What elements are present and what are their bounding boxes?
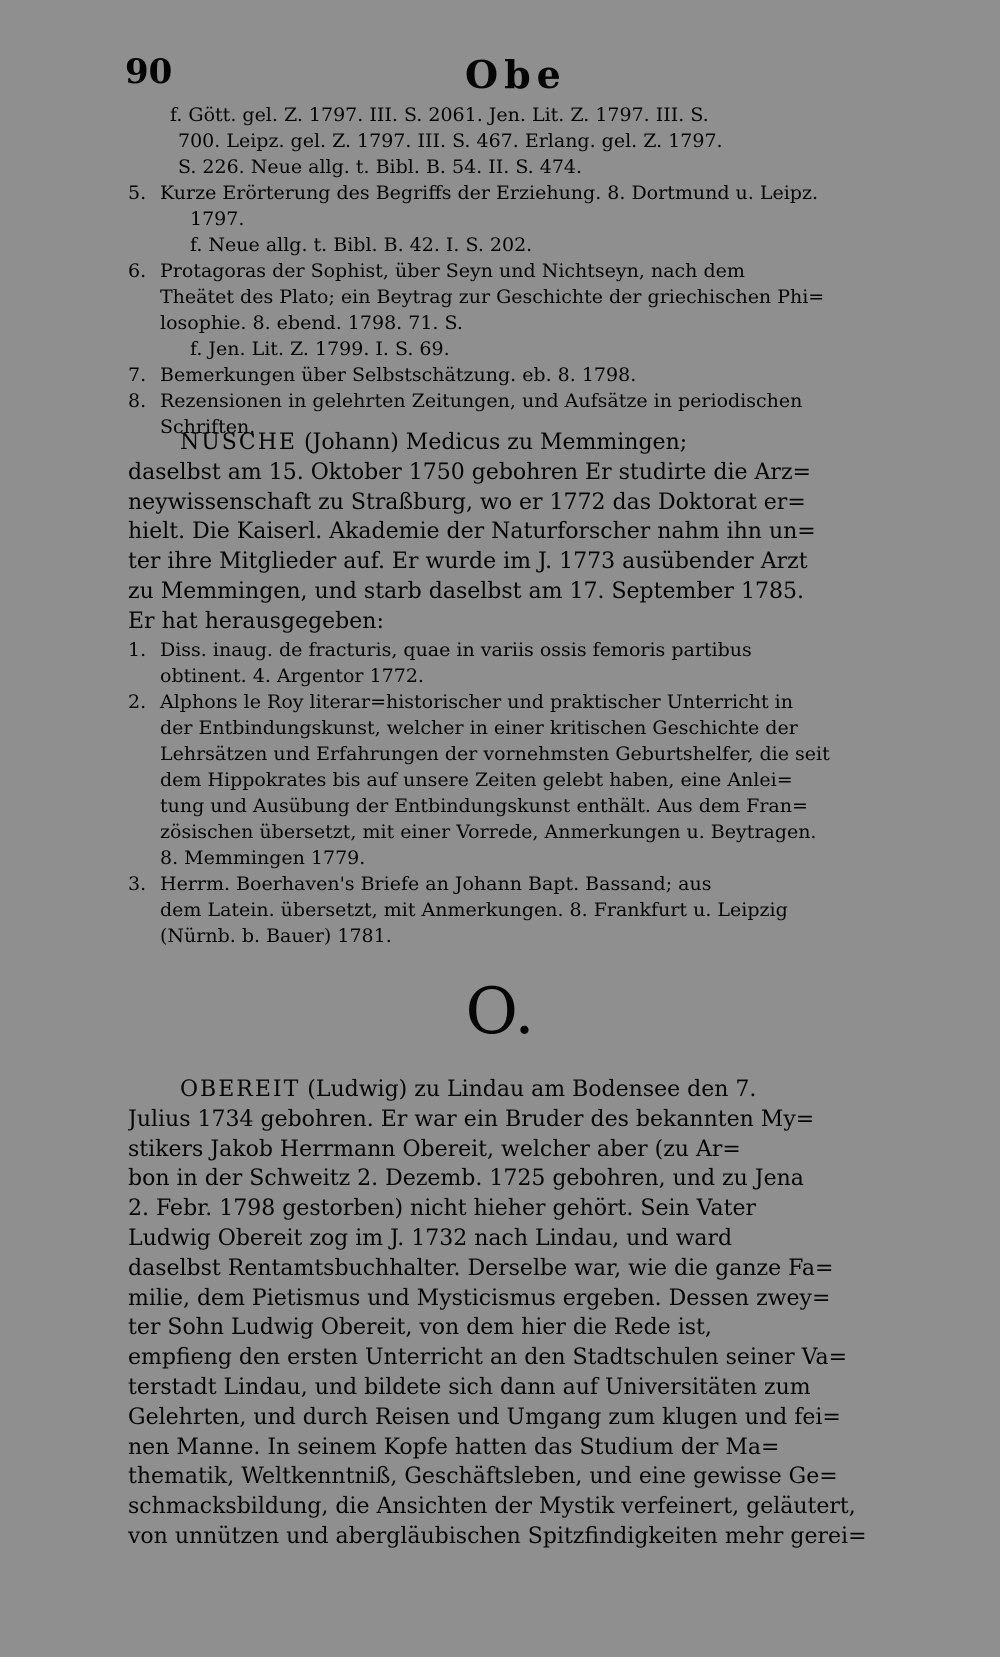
work-text: Schriften. [160,416,256,438]
entry-name: NUSCHE [180,430,297,455]
citation-line: 700. Leipz. gel. Z. 1797. III. S. 467. Erlang. gel. Z. 1797. [178,130,723,152]
entry-text: schmacksbildung, die Ansichten der Mystik verfeinert, geläutert, [128,1494,856,1520]
entry-text: Er hat herausgegeben: [128,608,384,634]
entry-text: (Johann) Medicus zu Memmingen; [303,430,688,455]
entry-text: ter ihre Mitglieder auf. Er wurde im J. 1773 ausübender Arzt [128,549,808,575]
page-header [0,52,1000,102]
entry-text: Ludwig Obereit zog im J. 1732 nach Lindau, und ward [128,1225,733,1251]
work-text: Alphons le Roy literar=historischer und praktischer Unterricht in [160,690,793,713]
work-text: Theätet des Plato; ein Beytrag zur Geschichte der griechischen Phi= [160,286,825,308]
work-text: losophie. 8. ebend. 1798. 71. S. [160,312,463,334]
entry-text: ter Sohn Ludwig Obereit, von dem hier die Rede ist, [128,1315,712,1341]
item-number: 1. [128,638,147,661]
page-number: 90 [125,52,173,92]
work-text: Herrm. Boerhaven's Briefe an Johann Bapt. Bassand; aus [160,872,712,895]
work-text: Lehrsätzen und Erfahrungen der vornehmsten Geburtshelfer, die seit [160,742,830,765]
entry-text: terstadt Lindau, und bildete sich dann auf Universitäten zum [128,1374,811,1400]
entry-text: nen Manne. In seinem Kopfe hatten das Studium der Ma= [128,1434,780,1460]
entry-text: daselbst am 15. Oktober 1750 gebohren Er studirte die Arz= [128,459,811,485]
entry-text: hielt. Die Kaiserl. Akademie der Naturforscher nahm ihn un= [128,519,816,545]
work-text: tung und Ausübung der Entbindungskunst enthält. Aus dem Fran= [160,794,808,817]
work-citation: f. Neue allg. t. Bibl. B. 42. I. S. 202. [190,234,533,256]
work-text: Rezensionen in gelehrten Zeitungen, und Aufsätze in periodischen [160,390,803,412]
entry-text: stikers Jakob Herrmann Obereit, welcher aber (zu Ar= [128,1136,741,1162]
entry-text: Julius 1734 gebohren. Er war ein Bruder des bekannten My= [128,1106,815,1132]
entry-nusche [128,428,918,949]
citation-line: S. 226. Neue allg. t. Bibl. B. 54. II. S. 474. [178,156,583,178]
entry-text: thematik, Weltkenntniß, Geschäftsleben, und eine gewisse Ge= [128,1464,838,1490]
previous-entry-continuation [128,102,918,440]
work-item-8 [128,388,918,414]
work-item-7 [128,362,918,388]
entry-text: daselbst Rentamtsbuchhalter. Derselbe war, wie die ganze Fa= [128,1255,834,1281]
entry-text: von unnützen und abergläubischen Spitzfindigkeiten mehr gerei= [128,1523,867,1549]
work-text: 8. Memmingen 1779. [160,846,366,869]
entry-text: zu Memmingen, und starb daselbst am 17. September 1785. [128,578,804,604]
work-text: Bemerkungen über Selbstschätzung. eb. 8. 1798. [160,364,637,386]
work-text: Kurze Erörterung des Begriffs der Erziehung. 8. Dortmund u. Leipz. [160,182,818,204]
entry-text: 2. Febr. 1798 gestorben) nicht hieher gehört. Sein Vater [128,1196,757,1222]
section-letter: O. [465,975,535,1049]
item-number: 8. [128,390,147,412]
citation-line: f. Gött. gel. Z. 1797. III. S. 2061. Jen. Lit. Z. 1797. III. S. [170,104,709,126]
work-text: Protagoras der Sophist, über Seyn und Nichtseyn, nach dem [160,260,745,282]
item-number: 3. [128,872,147,895]
entry-first-line [128,428,918,458]
entry-text: neywissenschaft zu Straßburg, wo er 1772 das Doktorat er= [128,489,806,515]
work-text: der Entbindungskunst, welcher in einer kritischen Geschichte der [160,716,798,739]
item-number: 2. [128,690,147,713]
entry-first-line [128,1075,918,1105]
item-number: 5. [128,182,147,204]
entry-text: empfieng den ersten Unterricht an den Stadtschulen seiner Va= [128,1345,848,1371]
entry-text: milie, dem Pietismus und Mysticismus ergeben. Dessen zwey= [128,1285,831,1311]
entry-text: Gelehrten, und durch Reisen und Umgang zum klugen und fei= [128,1404,841,1430]
running-head: Obe [465,52,567,97]
entry-text: (Ludwig) zu Lindau am Bodensee den 7. [307,1077,757,1102]
entry-text: bon in der Schweitz 2. Dezemb. 1725 gebohren, und zu Jena [128,1166,804,1192]
item-number: 6. [128,260,147,282]
work-item-3 [128,871,918,897]
work-text: 1797. [190,208,245,230]
item-number: 7. [128,364,147,386]
work-text: Diss. inaug. de fracturis, quae in variis ossis femoris partibus [160,638,752,661]
work-item-5 [128,180,918,206]
work-item-2 [128,689,918,715]
work-citation: f. Jen. Lit. Z. 1799. I. S. 69. [190,338,450,360]
work-item-1 [128,637,918,663]
work-text: dem Latein. übersetzt, mit Anmerkungen. 8. Frankfurt u. Leipzig [160,898,788,921]
work-item-6 [128,258,918,284]
work-text: obtinent. 4. Argentor 1772. [160,664,424,687]
entry-name: OBEREIT [180,1077,301,1102]
work-text: (Nürnb. b. Bauer) 1781. [160,924,392,947]
work-text: dem Hippokrates bis auf unsere Zeiten gelebt haben, eine Anlei= [160,768,793,791]
entry-obereit [128,1075,918,1552]
work-text: zösischen übersetzt, mit einer Vorrede, Anmerkungen u. Beytragen. [160,820,817,843]
